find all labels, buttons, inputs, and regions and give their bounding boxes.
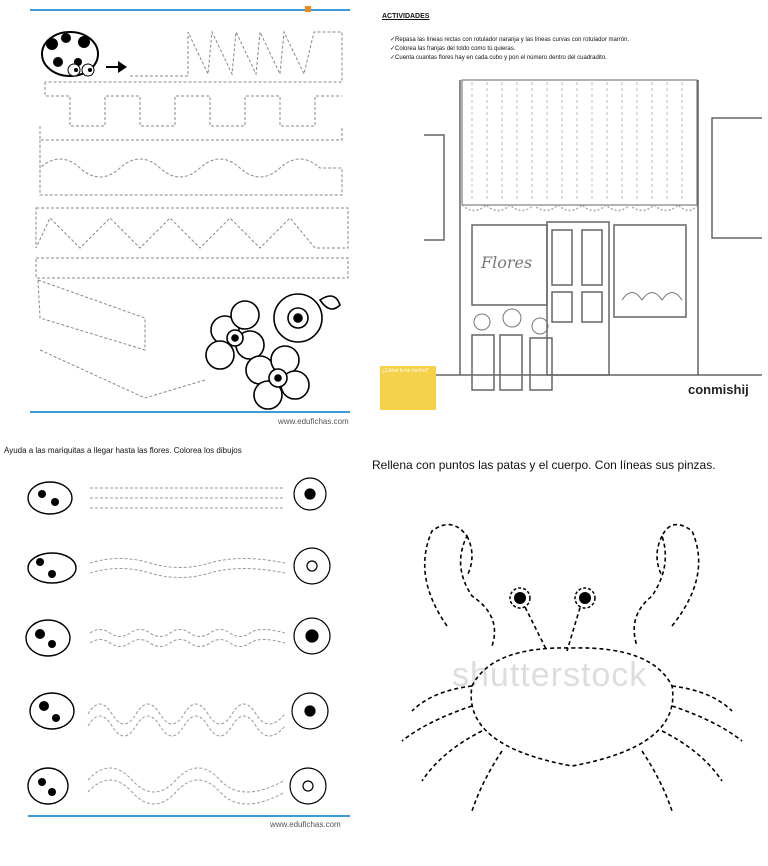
- credit-text: www.edufichas.com: [270, 820, 341, 829]
- crab-instruction: Rellena con puntos las patas y el cuerpo. Con líneas sus pinzas.: [372, 458, 716, 472]
- worksheet-ladybugs: [0, 436, 360, 866]
- diagonal-path: [38, 280, 145, 350]
- pot-flowers-icon: [474, 293, 682, 335]
- arrow-icon: [106, 61, 127, 73]
- crab-drawing: [372, 436, 768, 866]
- worksheet-tracing-lines: [0, 0, 360, 430]
- ladybug-icon: [28, 553, 76, 583]
- triangle-path: [36, 208, 348, 248]
- shop-sign: Flores: [481, 253, 533, 272]
- ladybug-icon: [28, 482, 72, 514]
- watermark-text: shutterstock: [452, 656, 648, 694]
- corner-mark: [305, 6, 311, 12]
- worksheet-crab: [372, 436, 768, 866]
- ladybug-icon: [26, 620, 70, 656]
- worksheet-flower-shop: [372, 0, 768, 415]
- square-wave-path: [45, 82, 342, 126]
- ladybug-icon: [28, 768, 68, 804]
- wave-path: [40, 140, 342, 195]
- ladybug-icon: [42, 32, 98, 76]
- crab-eyes-icon: [510, 588, 595, 608]
- flower-icons: [290, 478, 330, 804]
- shop-drawing: [372, 0, 768, 415]
- badge-label: ¿Cómo lo he hecho?: [382, 368, 429, 374]
- left-claw: [425, 525, 495, 646]
- crab-body: [471, 648, 673, 766]
- right-claw: [634, 525, 699, 646]
- brand-logo: conmishij: [688, 382, 749, 397]
- activity-item: ✓ Cuenta cuantas flores hay en cada cubo y pon el número dentro del cuadradito.: [390, 54, 629, 63]
- flowers-icon: [206, 294, 340, 409]
- activity-item: ✓ Colorea las franjas del toldo como tú quieras.: [390, 45, 629, 54]
- self-assessment-badge: [380, 366, 436, 410]
- activities-title: ACTIVIDADES: [382, 13, 430, 20]
- credit-text: www.edufichas.com: [278, 417, 349, 426]
- ladybug-icon: [30, 693, 74, 729]
- tracing-lines-drawing: [0, 0, 360, 430]
- awning-stripes: [472, 82, 682, 200]
- activity-item: ✓ Repasa las líneas rectas con rotulador naranja y las líneas curvas con rotulador marrón.: [390, 36, 629, 45]
- ladybugs-instruction: Ayuda a las mariquitas a llegar hasta las flores. Colorea los dibujos: [4, 446, 242, 455]
- ladybugs-drawing: [0, 436, 360, 866]
